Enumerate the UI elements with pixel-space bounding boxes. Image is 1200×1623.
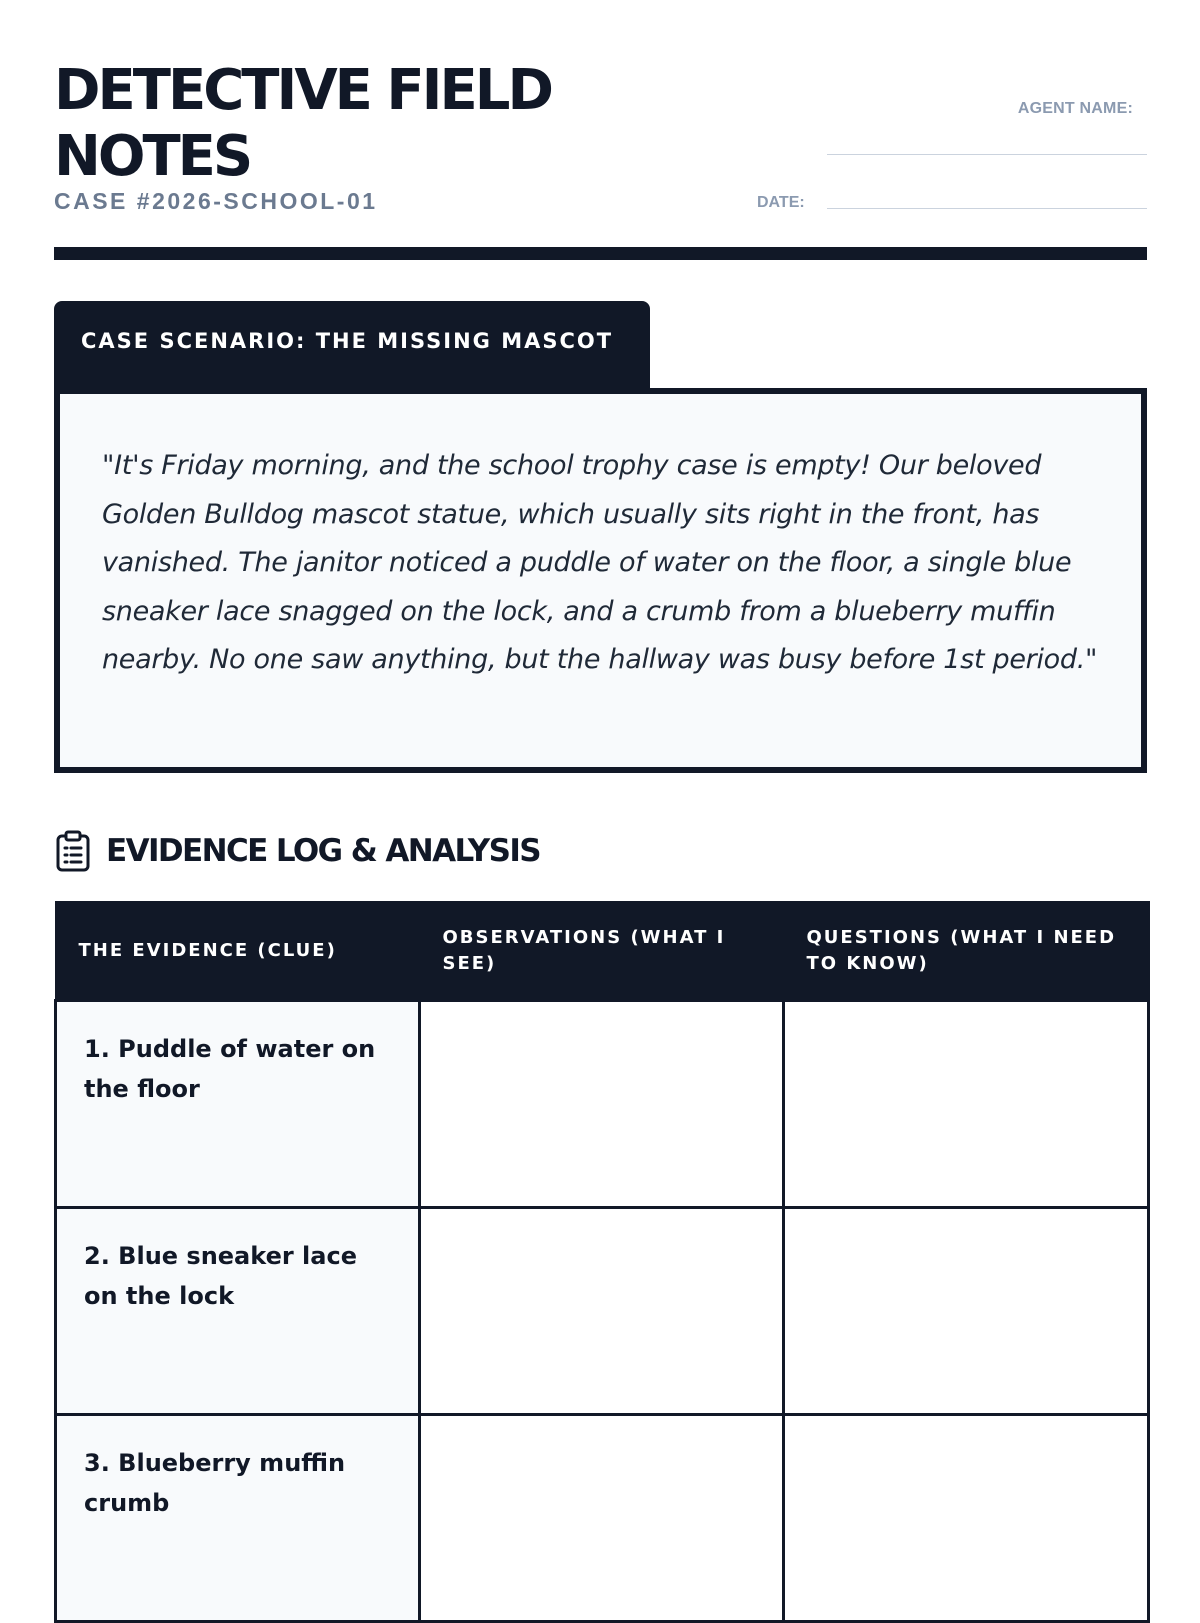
column-header-questions: QUESTIONS (WHAT I NEED TO KNOW) <box>784 902 1149 1000</box>
scenario-tab-label: CASE SCENARIO: THE MISSING MASCOT <box>81 329 614 353</box>
evidence-title: EVIDENCE LOG & ANALYSIS <box>106 833 541 869</box>
table-row <box>56 1207 1149 1414</box>
page-title-line-2: NOTES <box>54 124 251 189</box>
evidence-heading <box>54 829 540 873</box>
table-row <box>56 1414 1149 1621</box>
column-header-observations: OBSERVATIONS (WHAT I SEE) <box>420 902 784 1000</box>
clue-cell: 1. Puddle of water on the floor <box>56 1000 420 1207</box>
header-divider <box>54 247 1147 260</box>
scenario-tab <box>54 301 650 394</box>
date-label: DATE: <box>757 194 805 211</box>
scenario-text: "It's Friday morning, and the school trophy case is empty! Our beloved Golden Bulldog mascot statue, which usually sits right in the front, has vanished. The janitor noticed a puddle of water on the floor, a single blue sneaker lace snagged on the lock, and a crumb from a blueberry muffin nearby. No one saw anything, but the hallway was busy before 1st period." <box>102 450 1098 675</box>
questions-cell[interactable] <box>784 1414 1149 1621</box>
agent-name-field[interactable] <box>827 154 1147 155</box>
evidence-table <box>54 901 1150 1623</box>
evidence-table-header <box>56 902 1149 1000</box>
worksheet-header <box>54 0 1147 258</box>
clue-cell: 2. Blue sneaker lace on the lock <box>56 1207 420 1414</box>
clue-cell: 3. Blueberry muffin crumb <box>56 1414 420 1621</box>
page-title-line-1: DETECTIVE FIELD <box>54 58 551 123</box>
scenario-box <box>54 388 1147 773</box>
case-number: CASE #2026-SCHOOL-01 <box>54 188 378 214</box>
column-header-evidence: THE EVIDENCE (CLUE) <box>56 902 420 1000</box>
clipboard-icon <box>54 830 92 872</box>
questions-cell[interactable] <box>784 1207 1149 1414</box>
page-title <box>54 58 674 190</box>
observations-cell[interactable] <box>420 1414 784 1621</box>
observations-cell[interactable] <box>420 1000 784 1207</box>
worksheet-page <box>54 0 1147 1517</box>
date-field[interactable] <box>827 208 1147 209</box>
table-row <box>56 1000 1149 1207</box>
observations-cell[interactable] <box>420 1207 784 1414</box>
agent-name-label: AGENT NAME: <box>1017 100 1133 117</box>
questions-cell[interactable] <box>784 1000 1149 1207</box>
